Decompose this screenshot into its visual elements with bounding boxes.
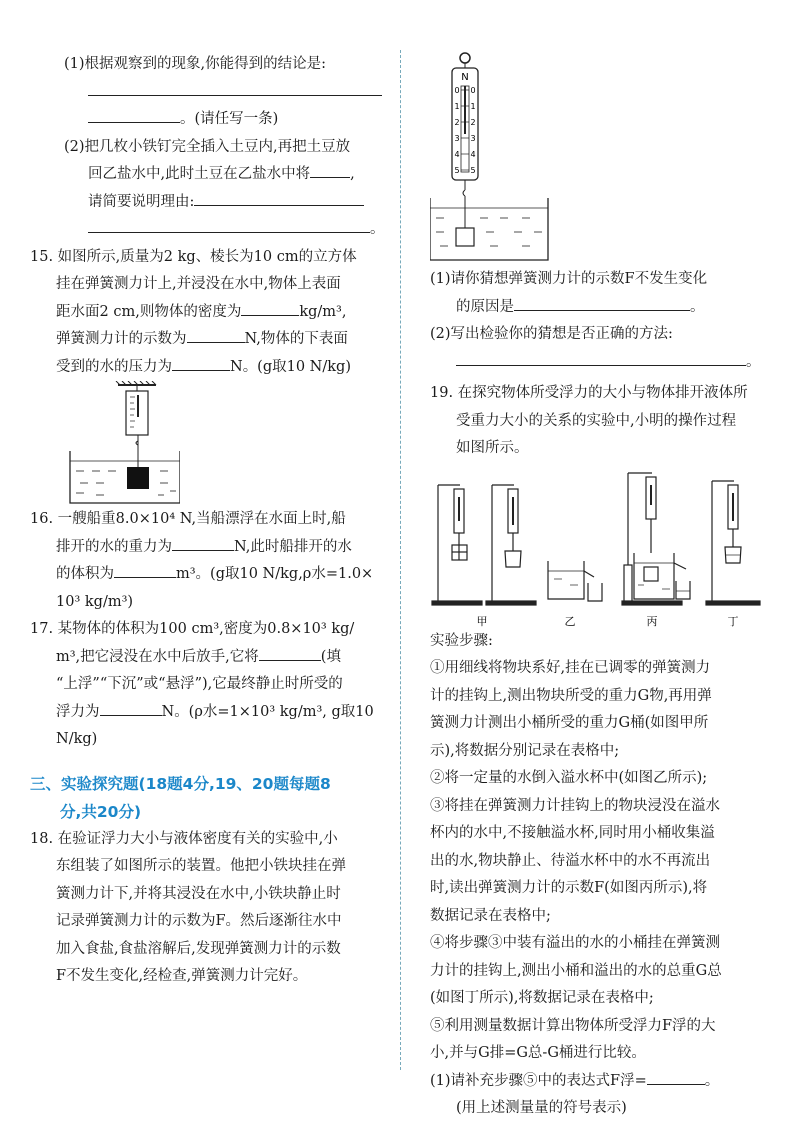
step1-line1: ①用细线将物块系好,挂在已调零的弹簧测力 bbox=[430, 660, 711, 676]
answer-blank[interactable] bbox=[172, 356, 230, 371]
fig-label-yi: 乙 bbox=[564, 614, 576, 628]
q19-sub1-line2: (用上述测量量的符号表示) bbox=[456, 1100, 627, 1116]
step3-line5: 数据记录在表格中; bbox=[430, 907, 551, 924]
q14-sub1-blank-line bbox=[30, 79, 390, 107]
step3-line3: 出的水,物块静止、待溢水杯中的水不再流出 bbox=[430, 852, 711, 869]
q19-figure bbox=[430, 463, 765, 628]
scale-tick-label: 0 bbox=[470, 86, 476, 95]
step3-line1: ③将挂在弹簧测力计挂钩上的物块浸没在溢水 bbox=[430, 797, 720, 814]
fig-label-jia: 甲 bbox=[476, 614, 488, 628]
scale-tick-label: 2 bbox=[454, 118, 460, 127]
scale-tick-label: 1 bbox=[454, 102, 460, 111]
section-title: 三、实验探究题(18题4分,19、20题每题8 bbox=[30, 774, 331, 793]
q16-line3: 的体积为 m³。(g取10 N/kg,ρ水=1.0× bbox=[30, 561, 390, 589]
answer-blank[interactable] bbox=[647, 1070, 705, 1085]
right-column bbox=[430, 48, 765, 1123]
q16-line4: 10³ kg/m³) bbox=[56, 593, 134, 610]
step5-line2: 小,并与G排=G总-G桶进行比较。 bbox=[430, 1045, 646, 1061]
step4-line1: ④将步骤③中装有溢出的水的小桶挂在弹簧测 bbox=[430, 935, 720, 951]
overflow-cup-experiment-figure bbox=[430, 463, 765, 628]
left-column bbox=[30, 48, 390, 991]
q17-line1: 17. 某物体的体积为100 cm³,密度为0.8×10³ kg/ bbox=[30, 621, 355, 637]
q18-line4: 记录弹簧测力计的示数为F。然后逐渐往水中 bbox=[56, 913, 342, 929]
scale-unit-label: N bbox=[461, 72, 469, 83]
scale-tick-label: 4 bbox=[454, 150, 460, 159]
answer-blank[interactable] bbox=[88, 218, 370, 233]
scale-tick-label: 0 bbox=[454, 86, 460, 95]
scale-tick-label: 2 bbox=[470, 118, 476, 127]
q18-sub1-line1: (1)请你猜想弹簧测力计的示数F不发生变化 bbox=[430, 271, 708, 287]
q14-sub2-line3: 请简要说明理由: bbox=[30, 189, 390, 217]
q14-sub1-line1: (1)根据观察到的现象,你能得到的结论是: bbox=[64, 56, 327, 72]
q14-sub1-line2: 。(请任写一条) bbox=[30, 106, 390, 134]
answer-blank[interactable] bbox=[194, 191, 364, 206]
q15-line1: 15. 如图所示,质量为2 kg、棱长为10 cm的立方体 bbox=[30, 248, 357, 265]
q19-sub1-line1: (1)请补充步骤⑤中的表达式F浮= 。 bbox=[430, 1068, 765, 1096]
scale-tick-label: 4 bbox=[470, 150, 476, 159]
answer-blank[interactable] bbox=[456, 351, 746, 366]
q18-line2: 东组装了如图所示的装置。他把小铁块挂在弹 bbox=[56, 858, 346, 874]
q14-sub2-line2: 回乙盐水中,此时土豆在乙盐水中将 , bbox=[30, 161, 390, 189]
step2-line1: ②将一定量的水倒入溢水杯中(如图乙所示); bbox=[430, 770, 708, 786]
q15-line2: 挂在弹簧测力计上,并浸没在水中,物体上表面 bbox=[56, 276, 341, 292]
q18-figure bbox=[430, 48, 765, 266]
answer-blank[interactable] bbox=[88, 108, 180, 123]
steps-title: 实验步骤: bbox=[430, 632, 493, 649]
step3-line2: 杯内的水中,不接触溢水杯,同时用小桶收集溢 bbox=[430, 825, 715, 841]
answer-blank[interactable] bbox=[187, 328, 245, 343]
q18-line6: F不发生变化,经检查,弹簧测力计完好。 bbox=[56, 968, 308, 984]
q18-sub1-line2: 的原因是 。 bbox=[430, 294, 765, 322]
scale-tick-label: 3 bbox=[470, 134, 476, 143]
step1-line2: 计的挂钩上,测出物块所受的重力G物,再用弹 bbox=[430, 687, 712, 704]
q16-line1: 16. 一艘船重8.0×10⁴ N,当船漂浮在水面上时,船 bbox=[30, 511, 346, 527]
q17-line3: “上浮”“下沉”或“悬浮”),它最终静止时所受的 bbox=[56, 676, 343, 692]
q14-sub2-line1: (2)把几枚小铁钉完全插入土豆内,再把土豆放 bbox=[64, 138, 351, 155]
answer-blank[interactable] bbox=[100, 701, 162, 716]
fig-label-ding: 丁 bbox=[727, 614, 739, 628]
answer-blank[interactable] bbox=[114, 563, 176, 578]
answer-blank[interactable] bbox=[172, 536, 234, 551]
q18-sub2-line2: 。 bbox=[430, 349, 765, 377]
scale-tick-label: 1 bbox=[470, 102, 476, 111]
step1-line3: 簧测力计测出小桶所受的重力G桶(如图甲所 bbox=[430, 715, 709, 731]
q19-line2: 受重力大小的关系的实验中,小明的操作过程 bbox=[456, 412, 737, 429]
q19-line3: 如图所示。 bbox=[456, 440, 529, 456]
spring-scale-beaker-figure bbox=[430, 48, 560, 263]
scale-tick-label: 5 bbox=[470, 166, 476, 175]
q17-line5: N/kg) bbox=[56, 731, 98, 747]
q15-line5: 受到的水的压力为 N。(g取10 N/kg) bbox=[30, 354, 390, 382]
answer-blank[interactable] bbox=[514, 296, 690, 311]
step4-line3: (如图丁所示),将数据记录在表格中; bbox=[430, 990, 654, 1006]
step4-line2: 力计的挂钩上,测出小桶和溢出的水的总重G总 bbox=[430, 962, 722, 979]
column-divider bbox=[400, 50, 401, 1070]
q17-line2: m³,把它浸没在水中后放手,它将 (填 bbox=[30, 644, 390, 672]
answer-blank[interactable] bbox=[88, 81, 382, 96]
fig-label-bing: 丙 bbox=[646, 614, 658, 628]
scale-tick-label: 5 bbox=[454, 166, 460, 175]
section-title-cont: 分,共20分) bbox=[60, 802, 142, 821]
q16-line2: 排开的水的重力为 N,此时船排开的水 bbox=[30, 534, 390, 562]
answer-blank[interactable] bbox=[259, 646, 321, 661]
q18-line5: 加入食盐,食盐溶解后,发现弹簧测力计的示数 bbox=[56, 940, 341, 957]
q18-sub2-line1: (2)写出检验你的猜想是否正确的方法: bbox=[430, 326, 673, 342]
q19-line1: 19. 在探究物体所受浮力的大小与物体排开液体所 bbox=[430, 385, 748, 401]
q18-line3: 簧测力计下,并将其浸没在水中,小铁块静止时 bbox=[56, 885, 341, 902]
step5-line1: ⑤利用测量数据计算出物体所受浮力F浮的大 bbox=[430, 1017, 716, 1034]
q15-figure bbox=[30, 381, 390, 506]
step3-line4: 时,读出弹簧测力计的示数F(如图丙所示),将 bbox=[430, 880, 708, 896]
q18-line1: 18. 在验证浮力大小与液体密度有关的实验中,小 bbox=[30, 830, 338, 847]
q14-sub2-line4: 。 bbox=[30, 216, 390, 244]
scale-tick-label: 3 bbox=[454, 134, 460, 143]
step1-line4: 示),将数据分别记录在表格中; bbox=[430, 742, 620, 759]
spring-scale-in-water-figure bbox=[60, 381, 180, 506]
answer-blank[interactable] bbox=[241, 301, 299, 316]
q17-line4: 浮力为 N。(ρ水=1×10³ kg/m³, g取10 bbox=[30, 699, 390, 727]
q15-line4: 弹簧测力计的示数为 N,物体的下表面 bbox=[30, 326, 390, 354]
answer-blank[interactable] bbox=[310, 163, 350, 178]
q15-line3: 距水面2 cm,则物体的密度为 kg/m³, bbox=[30, 299, 390, 327]
